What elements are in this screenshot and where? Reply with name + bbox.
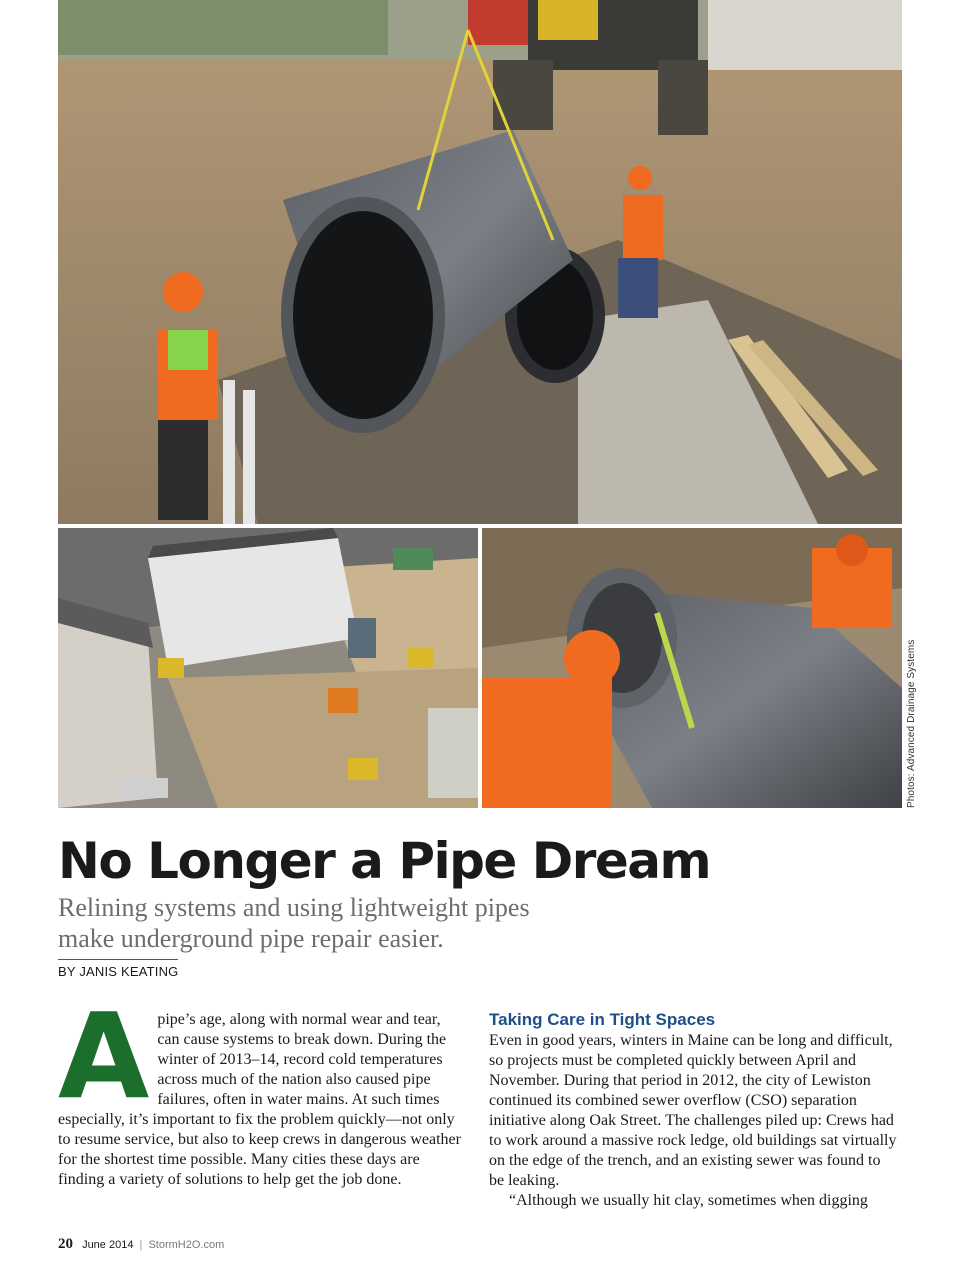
deck-line-1: Relining systems and using lightweight pipes [58, 893, 530, 922]
page-footer [58, 1236, 224, 1253]
photo-pipe-installation [58, 0, 902, 524]
section-heading: Taking Care in Tight Spaces [489, 1010, 716, 1029]
drop-cap: A [58, 987, 150, 1125]
byline: BY JANIS KEATING [58, 964, 179, 979]
photo-pipe-joint [482, 528, 902, 808]
pipe-installation-illustration [58, 0, 902, 524]
footer-separator: | [139, 1239, 143, 1251]
site-name: StormH2O.com [148, 1239, 225, 1251]
right-column [489, 1010, 897, 1211]
issue-date: June 2014 [82, 1239, 134, 1251]
article-deck [58, 892, 658, 954]
photo-aerial-worksite [58, 528, 478, 808]
body-paragraph-1: Even in good years, winters in Maine can be long and difficult, so projects must be completed quickly between April and November. During that period in 2012, the city of Lewiston continued its combined sewer overflow (CSO) separation initiative along Oak Street. The challenges piled up: Crews had to work around a massive rock ledge, old buildings sat virtually on the edge of the trench, and an existing sewer was found to be leaking. [489, 1032, 897, 1189]
pipe-joint-illustration [482, 528, 902, 808]
body-paragraph-2: “Although we usually hit clay, sometimes when digging [509, 1192, 868, 1209]
left-column [58, 987, 466, 1190]
aerial-worksite-illustration [58, 528, 478, 808]
intro-paragraph: pipe’s age, along with normal wear and tear, can cause systems to break down. During the winter of 2013–14, record cold temperatures across much of the nation also caused pipe failures, often in water mains. At such times especially, it’s important to fix the problem quickly—not only to resume service, but also to keep crews in dangerous weather for the shortest time possible. Many cities these days are finding a variety of solutions to help get the job done. [58, 1011, 461, 1188]
photo-credit: Photos: Advanced Drainage Systems [906, 639, 917, 808]
article-headline: No Longer a Pipe Dream [58, 832, 711, 890]
byline-rule [58, 959, 178, 960]
deck-line-2: make underground pipe repair easier. [58, 924, 444, 953]
page-number: 20 [58, 1236, 73, 1252]
